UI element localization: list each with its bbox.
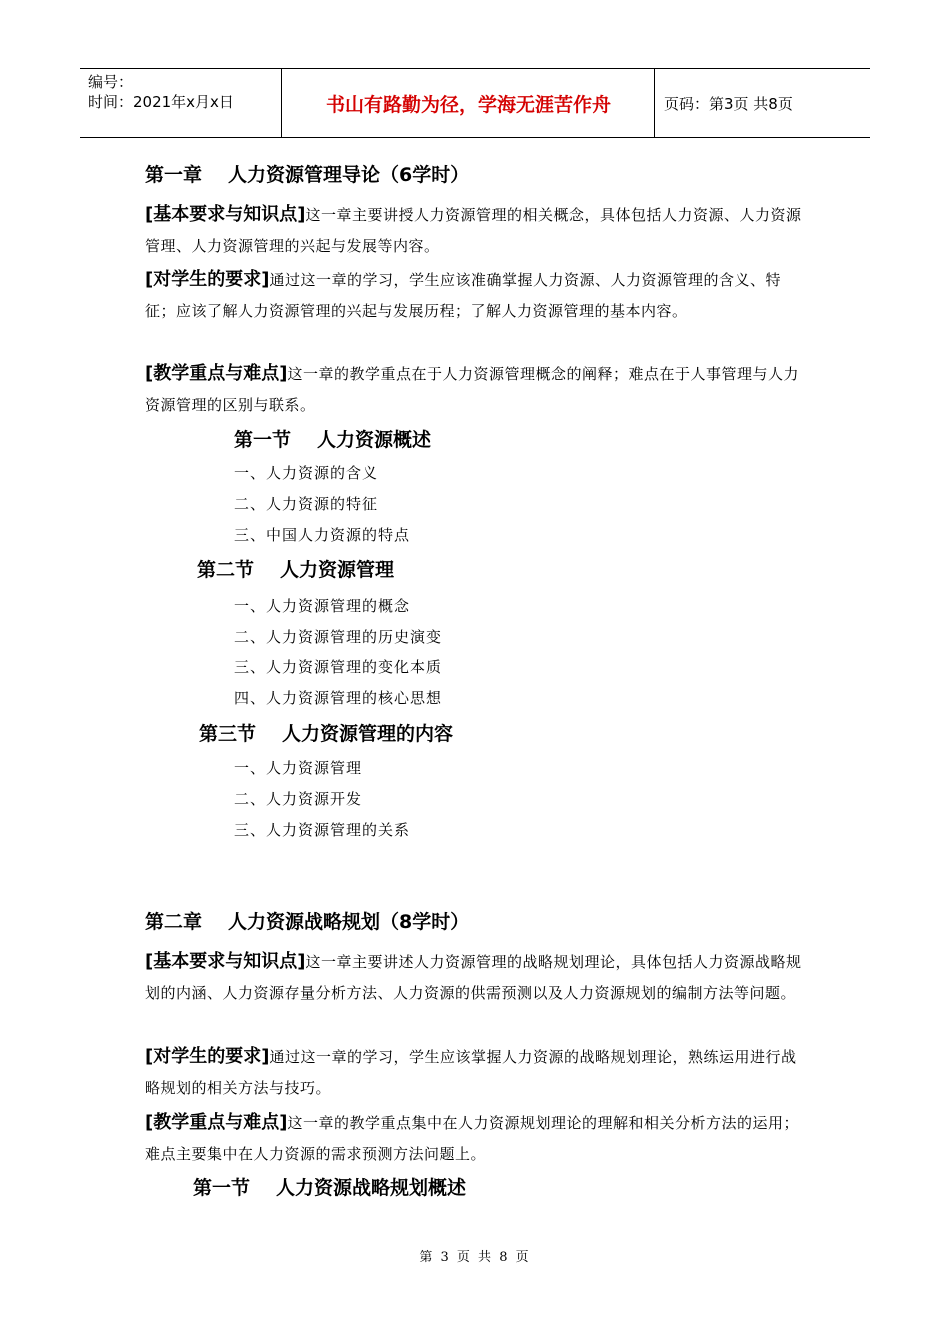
section-title-text: 人力资源管理 xyxy=(280,559,395,581)
list-item: 二、人力资源开发 xyxy=(234,790,363,808)
list-item: 一、人力资源管理的概念 xyxy=(234,597,411,615)
page-header xyxy=(80,68,870,138)
basic-text: 这一章主要讲述人力资源管理的战略规划理论，具体包括人力资源战略规划的内涵、人力资源存量分析方法、人力资源的供需预测以及人力资源规划的编制方法等问题。 xyxy=(145,953,802,1002)
chapter-2-student-requirements xyxy=(145,1041,810,1104)
chapter-2-title xyxy=(145,907,469,934)
time-label: 时间：2021年x月x日 xyxy=(88,93,234,111)
student-text: 通过这一章的学习，学生应该掌握人力资源的战略规划理论，熟练运用进行战略规划的相关方法与技巧。 xyxy=(145,1048,797,1097)
section-title-text: 人力资源管理的内容 xyxy=(282,723,454,745)
focus-text: 这一章的教学重点在于人力资源管理概念的阐释；难点在于人事管理与人力资源管理的区别与联系。 xyxy=(145,365,799,414)
chapter-title-text: 人力资源战略规划（8学时） xyxy=(228,911,470,933)
focus-label: [教学重点与难点] xyxy=(145,363,288,384)
student-label: [对学生的要求] xyxy=(145,269,270,290)
chapter-1-section-3-title xyxy=(199,719,453,746)
list-item: 一、人力资源管理 xyxy=(234,759,363,777)
section-title-text: 人力资源战略规划概述 xyxy=(276,1177,467,1199)
chapter-1-focus xyxy=(145,358,810,421)
chapter-1-basic-requirements xyxy=(145,199,810,262)
section-title-text: 人力资源概述 xyxy=(317,429,432,451)
chapter-1-student-requirements xyxy=(145,264,810,327)
chapter-2-basic-requirements xyxy=(145,946,810,1009)
header-divider xyxy=(654,69,655,137)
list-item: 四、人力资源管理的核心思想 xyxy=(234,689,443,707)
basic-label: [基本要求与知识点] xyxy=(145,204,306,225)
chapter-title-text: 人力资源管理导论（6学时） xyxy=(228,164,470,186)
list-item: 二、人力资源管理的历史演变 xyxy=(234,628,443,646)
chapter-1-section-1-title xyxy=(234,425,431,452)
basic-label: [基本要求与知识点] xyxy=(145,951,306,972)
page-footer: 第 3 页 共 8 页 xyxy=(419,1250,531,1265)
chapter-2-section-1-title xyxy=(193,1173,466,1200)
chapter-2-focus xyxy=(145,1107,810,1170)
list-item: 三、中国人力资源的特点 xyxy=(234,526,411,544)
section-number: 第一节 xyxy=(234,429,292,451)
chapter-1-title xyxy=(145,160,469,187)
section-number: 第二节 xyxy=(197,559,255,581)
basic-text: 这一章主要讲授人力资源管理的相关概念，具体包括人力资源、人力资源管理、人力资源管理的兴起与发展等内容。 xyxy=(145,206,802,255)
header-page-label: 页码：第3页 共8页 xyxy=(664,95,793,113)
header-meta xyxy=(88,72,234,112)
list-item: 三、人力资源管理的关系 xyxy=(234,821,411,839)
student-text: 通过这一章的学习，学生应该准确掌握人力资源、人力资源管理的含义、特征；应该了解人力资源管理的兴起与发展历程；了解人力资源管理的基本内容。 xyxy=(145,271,781,320)
section-number: 第一节 xyxy=(193,1177,251,1199)
chapter-number: 第二章 xyxy=(145,911,203,933)
focus-text: 这一章的教学重点集中在人力资源规划理论的理解和相关分析方法的运用；难点主要集中在人力资源的需求预测方法问题上。 xyxy=(145,1114,799,1163)
chapter-number: 第一章 xyxy=(145,164,203,186)
list-item: 三、人力资源管理的变化本质 xyxy=(234,658,443,676)
list-item: 二、人力资源的特征 xyxy=(234,495,379,513)
student-label: [对学生的要求] xyxy=(145,1046,270,1067)
list-item: 一、人力资源的含义 xyxy=(234,464,379,482)
chapter-1-section-2-title xyxy=(197,555,394,582)
number-label: 编号： xyxy=(88,73,134,91)
section-number: 第三节 xyxy=(199,723,257,745)
focus-label: [教学重点与难点] xyxy=(145,1112,288,1133)
header-motto: 书山有路勤为径，学海无涯苦作舟 xyxy=(325,94,611,116)
